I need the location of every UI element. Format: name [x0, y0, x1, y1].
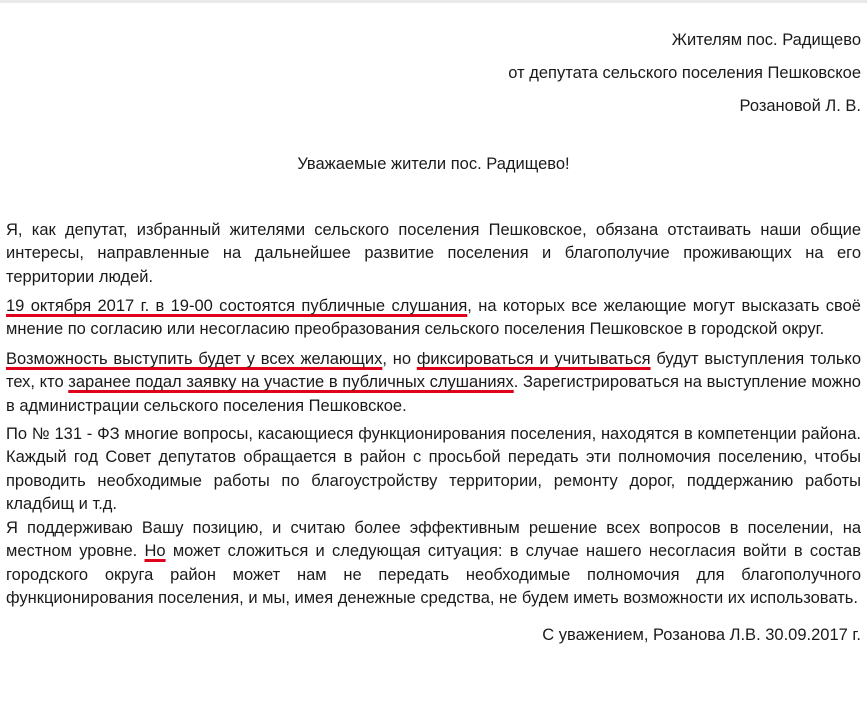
underlined-application: заранее подал заявку на участие в публичных слушаниях — [68, 373, 514, 392]
greeting: Уважаемые жители пос. Радищево! — [297, 155, 570, 173]
paragraph-5-text-b: может сложиться и следующая ситуация: в случае нашего несогласия войти в состав городского округа район может нам не передать необходимые полномочия для благополучного функционирования поселения, и мы, имея денежные средства, не будем иметь возможности их использовать. — [6, 542, 861, 607]
recipient-line: Жителям пос. Радищево — [671, 31, 861, 49]
sender-name: Розановой Л. В. — [739, 97, 861, 115]
paragraph-3-text-a: , но — [382, 350, 417, 368]
underlined-but: Но — [144, 542, 166, 561]
sender-line: от депутата сельского поселения Пешковское — [508, 64, 861, 82]
paragraph-3-text-b: будут выступления только тех, кто — [6, 350, 861, 392]
underlined-recorded: фиксироваться и учитываться — [416, 350, 651, 368]
top-border — [0, 0, 867, 3]
paragraph-5 — [6, 517, 861, 610]
paragraph-2 — [6, 295, 861, 342]
underlined-everyone-can-speak: Возможность выступить будет у всех желающих — [6, 350, 383, 368]
paragraph-3-text-c: . Зарегистрироваться на выступление можно в администрации сельского поселения Пешковское. — [6, 373, 861, 415]
paragraph-4: По № 131 - ФЗ многие вопросы, касающиеся функционирования поселения, находятся в компетенции района. Каждый год Совет депутатов обращается в район с просьбой передать эти полномочия поселению, чтобы проводить необходимые работы по благоустройству территории, ремонту дорог, поддержанию работы кладбищ и т.д. — [6, 425, 861, 513]
signature-line: С уважением, Розанова Л.В. 30.09.2017 г. — [542, 626, 861, 644]
paragraph-2-text: , на которых все желающие могут высказать своё мнение по согласию или несогласию преобразования сельского поселения Пешковское в городской округ. — [6, 297, 861, 339]
underlined-hearing-date: 19 октября 2017 г. в 19-00 состоятся публичные слушания — [6, 297, 468, 315]
paragraph-1: Я, как депутат, избранный жителями сельского поселения Пешковское, обязана отстаивать наши общие интересы, направленные на дальнейшее развитие поселения и благополучие проживающих на его территории людей. — [6, 221, 861, 286]
paragraph-3 — [6, 348, 861, 418]
paragraph-5-text-a: Я поддерживаю Вашу позицию, и считаю более эффективным решение всех вопросов в поселении, на местном уровне. — [6, 519, 861, 561]
